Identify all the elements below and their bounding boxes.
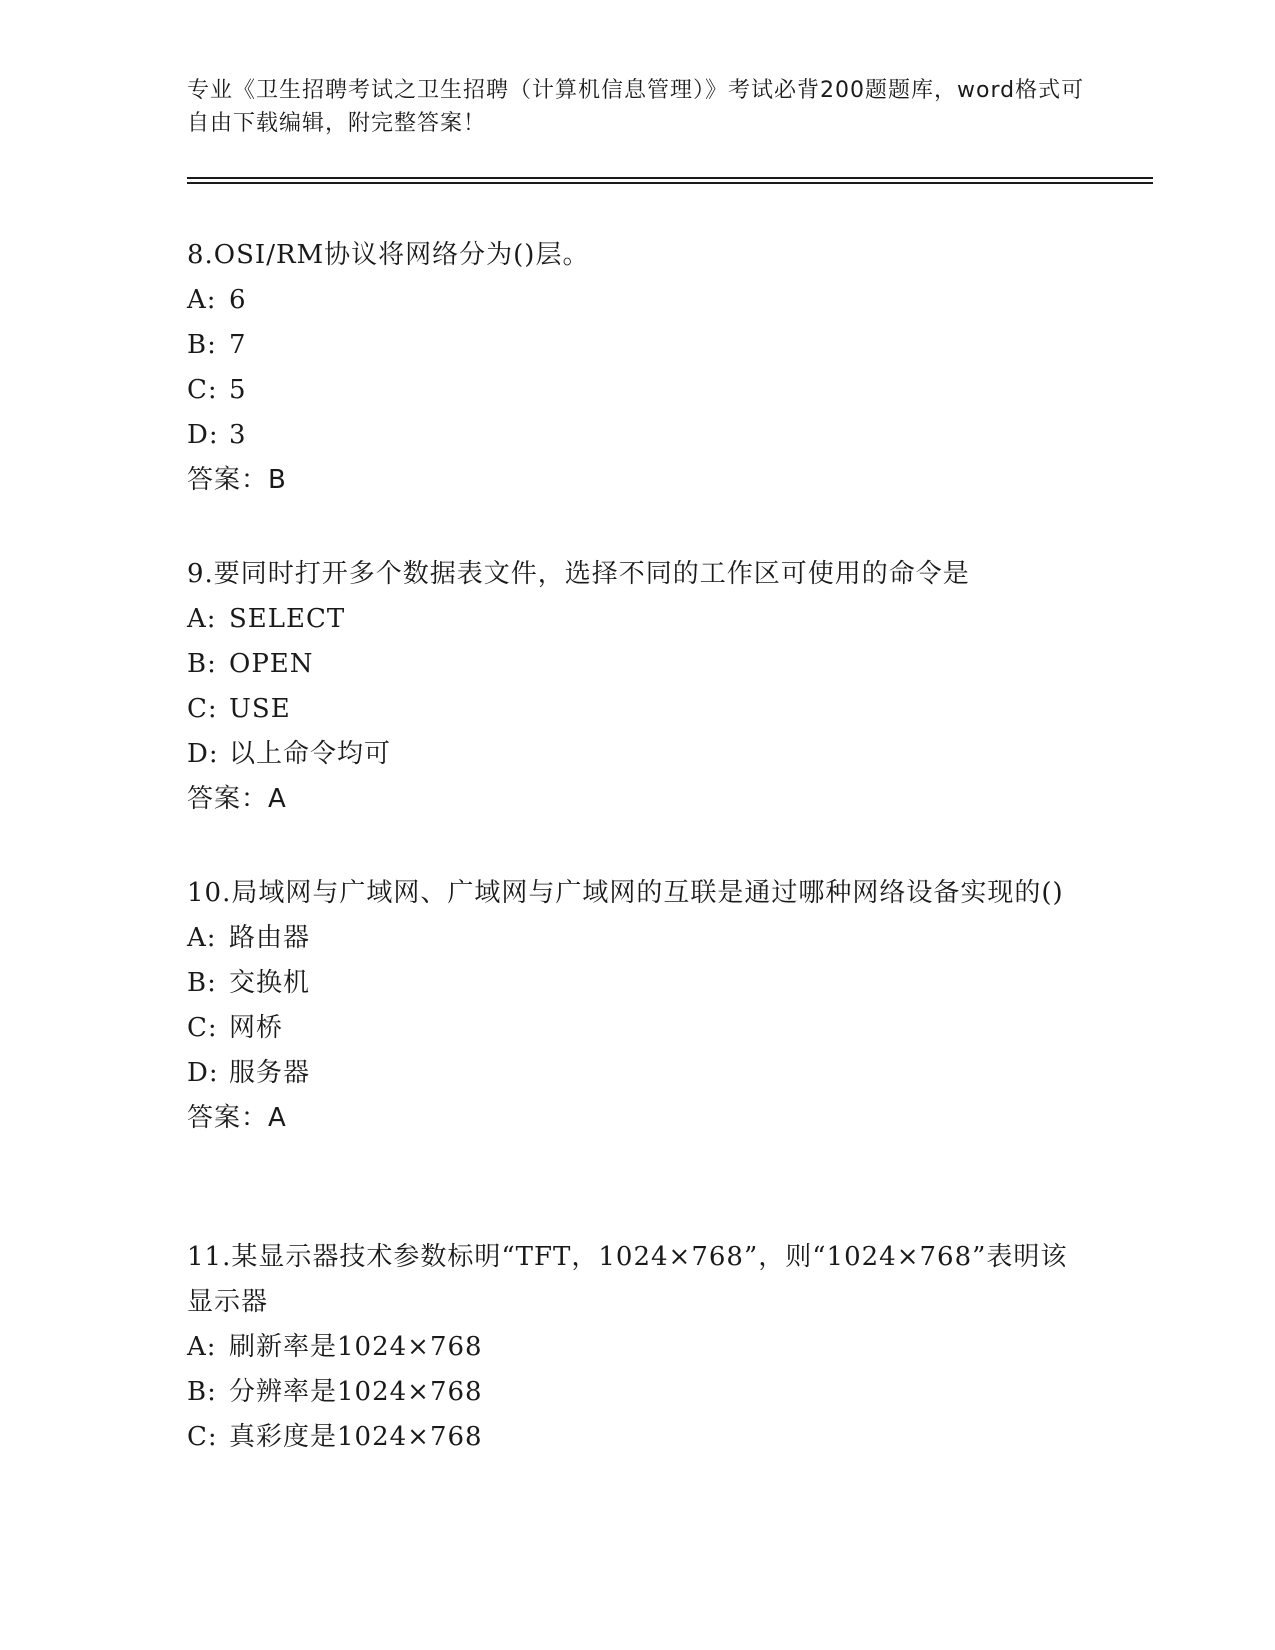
option-letter: A: xyxy=(187,923,217,953)
option-text: 以上命令均可 xyxy=(229,739,392,769)
option-letter: C: xyxy=(187,1422,218,1452)
option-text: 分辨率是1024×768 xyxy=(229,1377,483,1407)
option-text: 3 xyxy=(229,420,247,450)
option-letter: D: xyxy=(187,420,219,450)
document-header: 专业《卫生招聘考试之卫生招聘（计算机信息管理）》考试必背200题题库，word格式可自由下载编辑，附完整答案！ xyxy=(187,78,1085,136)
option-text: 交换机 xyxy=(229,968,311,998)
option-b xyxy=(187,323,1087,368)
question-title: 9.要同时打开多个数据表文件，选择不同的工作区可使用的命令是 xyxy=(187,559,970,589)
option-letter: A: xyxy=(187,1332,217,1362)
option-letter: B: xyxy=(187,1377,217,1407)
header-rule-top xyxy=(187,177,1153,179)
question-10 xyxy=(187,871,1087,1141)
option-text: OPEN xyxy=(229,649,314,679)
option-text: 服务器 xyxy=(229,1058,311,1088)
option-text: 5 xyxy=(229,375,247,405)
option-d xyxy=(187,732,1087,777)
option-text: 7 xyxy=(229,330,247,360)
question-title: 10.局域网与广域网、广域网与广域网的互联是通过哪种网络设备实现的() xyxy=(187,878,1064,908)
option-a xyxy=(187,597,1087,642)
question-9 xyxy=(187,552,1087,822)
option-text: 刷新率是1024×768 xyxy=(229,1332,483,1362)
option-letter: C: xyxy=(187,375,218,405)
option-text: 网桥 xyxy=(229,1013,284,1043)
option-text: 6 xyxy=(229,285,247,315)
option-a xyxy=(187,916,1087,961)
option-c xyxy=(187,368,1087,413)
option-text: USE xyxy=(229,694,291,724)
answer: 答案：A xyxy=(187,784,287,814)
answer: 答案：B xyxy=(187,465,287,495)
option-c xyxy=(187,687,1087,732)
question-8 xyxy=(187,233,1087,503)
option-c xyxy=(187,1006,1087,1051)
option-letter: A: xyxy=(187,285,217,315)
option-text: 真彩度是1024×768 xyxy=(229,1422,483,1452)
option-d xyxy=(187,413,1087,458)
option-text: SELECT xyxy=(229,604,346,634)
option-c xyxy=(187,1415,1087,1460)
option-letter: A: xyxy=(187,604,217,634)
option-b xyxy=(187,1370,1087,1415)
option-a xyxy=(187,1325,1087,1370)
option-letter: B: xyxy=(187,968,217,998)
option-d xyxy=(187,1051,1087,1096)
option-b xyxy=(187,961,1087,1006)
option-a xyxy=(187,278,1087,323)
option-letter: D: xyxy=(187,739,219,769)
header-rule-bottom xyxy=(187,182,1153,184)
question-title: 8.OSI/RM协议将网络分为()层。 xyxy=(187,240,590,270)
question-title: 11.某显示器技术参数标明“TFT，1024×768”，则“1024×768”表明该显示器 xyxy=(187,1242,1068,1317)
option-b xyxy=(187,642,1087,687)
option-letter: C: xyxy=(187,1013,218,1043)
question-11 xyxy=(187,1235,1087,1460)
option-letter: D: xyxy=(187,1058,219,1088)
option-text: 路由器 xyxy=(229,923,311,953)
option-letter: B: xyxy=(187,649,217,679)
answer: 答案：A xyxy=(187,1103,287,1133)
option-letter: C: xyxy=(187,694,218,724)
option-letter: B: xyxy=(187,330,217,360)
